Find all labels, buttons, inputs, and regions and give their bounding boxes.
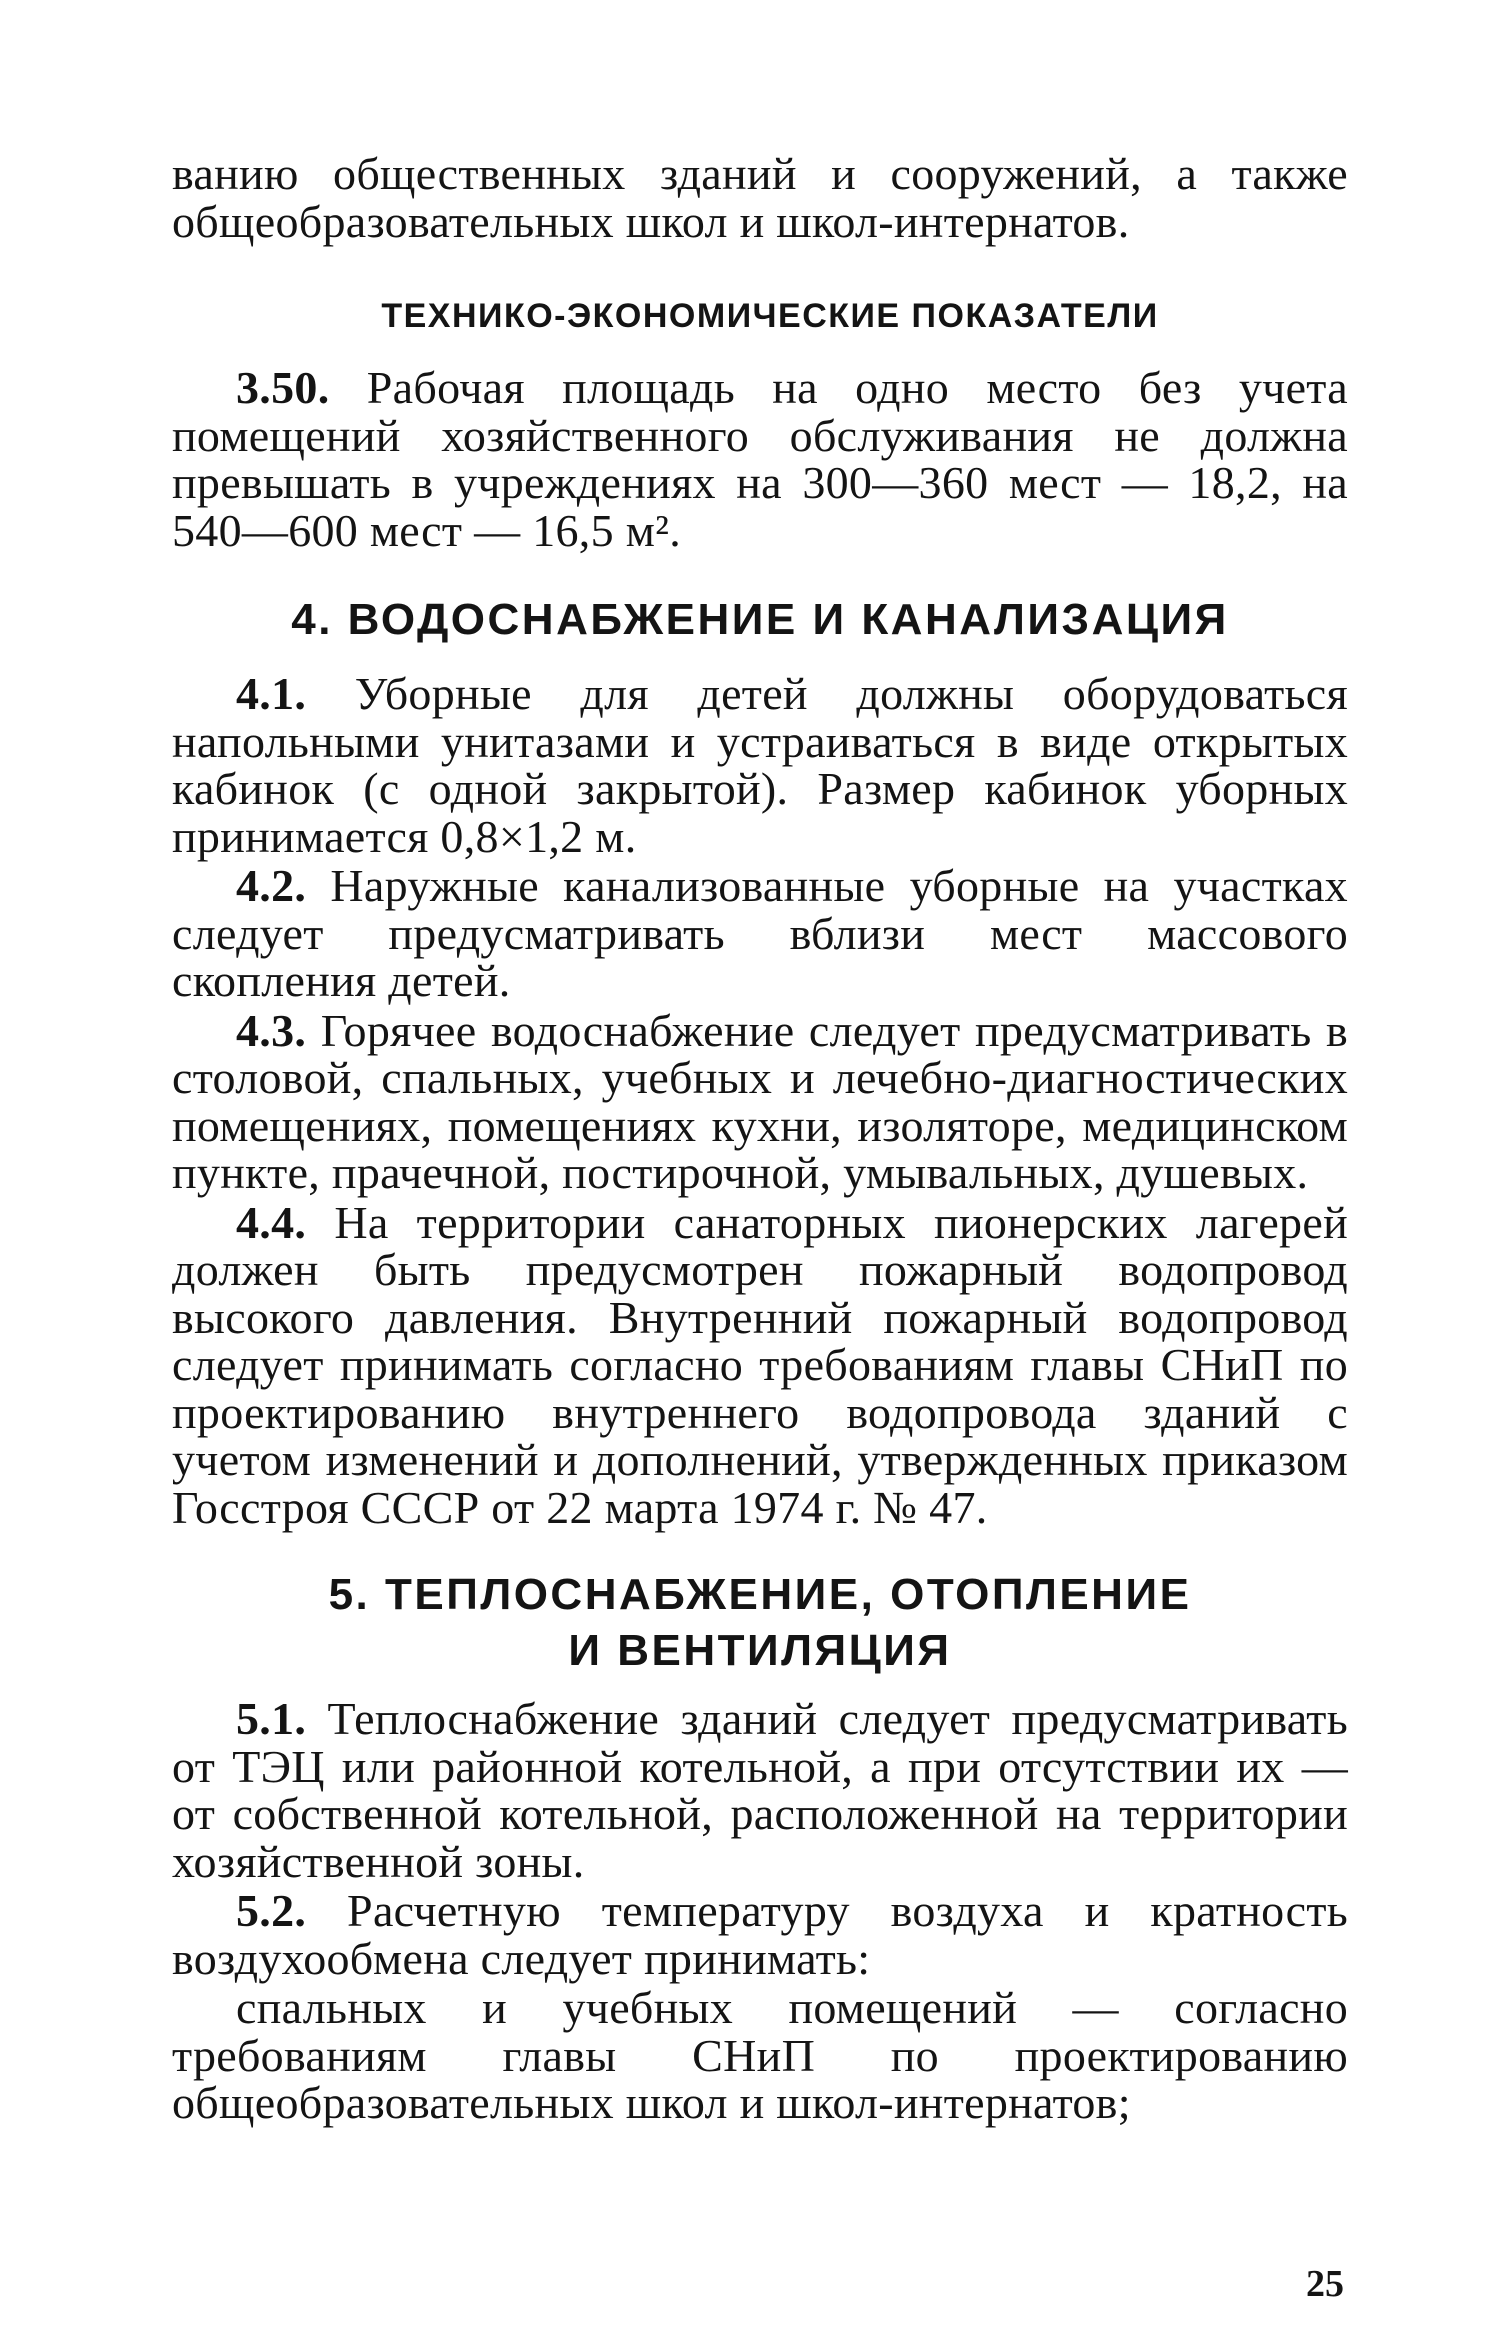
clause-number: 3.50. [236,362,330,413]
clause-text: Расчетную температуру воздуха и кратность воздухообмена следует принимать: [172,1885,1348,1984]
paragraph-5-2-continuation: спальных и учебных помещений — согласно требованиям главы СНиП по проектированию общеобразовательных школ и школ-интернатов; [172,1982,1348,2128]
clause-text: Уборные для детей должны оборудоваться напольными унитазами и устраиваться в виде открытых кабинок (с одной закрытой). Размер кабинок уборных принимается 0,8×1,2 м. [172,668,1348,862]
clause-number: 4.1. [236,668,307,719]
paragraph-5-1 [172,1695,1348,1885]
paragraph-3-50 [172,364,1348,554]
section-5-title-line1: 5. ТЕПЛОСНАБЖЕНИЕ, ОТОПЛЕНИЕ [328,1570,1192,1619]
tech-econ-heading: ТЕХНИКО-ЭКОНОМИЧЕСКИЕ ПОКАЗАТЕЛИ [381,297,1159,335]
paragraph-4-2 [172,862,1348,1005]
clause-number: 4.2. [236,860,307,911]
clause-number: 4.4. [236,1196,307,1248]
page-body [172,150,1348,2127]
section-5-title-line2: И ВЕНТИЛЯЦИЯ [568,1626,952,1675]
clause-text: На территории санаторных пионерских лагерей должен быть предусмотрен пожарный водопровод высокого давления. Внутренний пожарный водопровод следует принимать согласно требованиям главы СНиП по проектированию внутреннего водопровода зданий с учетом изменений и дополнений, утвержденных приказом Госстроя СССР от 22 марта 1974 г. № 47. [172,1196,1348,1533]
section-5-title [172,1567,1348,1679]
paragraph-4-4 [172,1196,1348,1533]
paragraph-4-1 [172,670,1348,860]
clause-text: Наружные канализованные уборные на участках следует предусматривать вблизи мест массового скопления детей. [172,860,1348,1006]
paragraph-4-3 [172,1004,1348,1198]
clause-number: 5.2. [236,1885,307,1936]
clause-text: Рабочая площадь на одно место без учета помещений хозяйственного обслуживания не должна превышать в учреждениях на 300—360 мест — 18,2, на 540—600 мест — 16,5 м². [172,362,1348,556]
paragraph-5-2 [172,1887,1348,1982]
section-4-title: 4. ВОДОСНАБЖЕНИЕ И КАНАЛИЗАЦИЯ [291,595,1229,644]
clause-number: 5.1. [236,1693,307,1744]
clause-text: Теплоснабжение зданий следует предусматривать от ТЭЦ или районной котельной, а при отсутствии их — от собственной котельной, расположенной на территории хозяйственной зоны. [172,1693,1348,1887]
intro-paragraph: ванию общественных зданий и сооружений, а также общеобразовательных школ и школ-интернатов. [172,148,1348,247]
clause-text: Горячее водоснабжение следует предусматривать в столовой, спальных, учебных и лечебно-диагностических помещениях, помещениях кухни, изоляторе, медицинском пункте, прачечной, постирочной, умывальных, душевых. [172,1004,1348,1198]
page-number: 25 [1306,2263,1344,2305]
clause-number: 4.3. [236,1004,307,1056]
